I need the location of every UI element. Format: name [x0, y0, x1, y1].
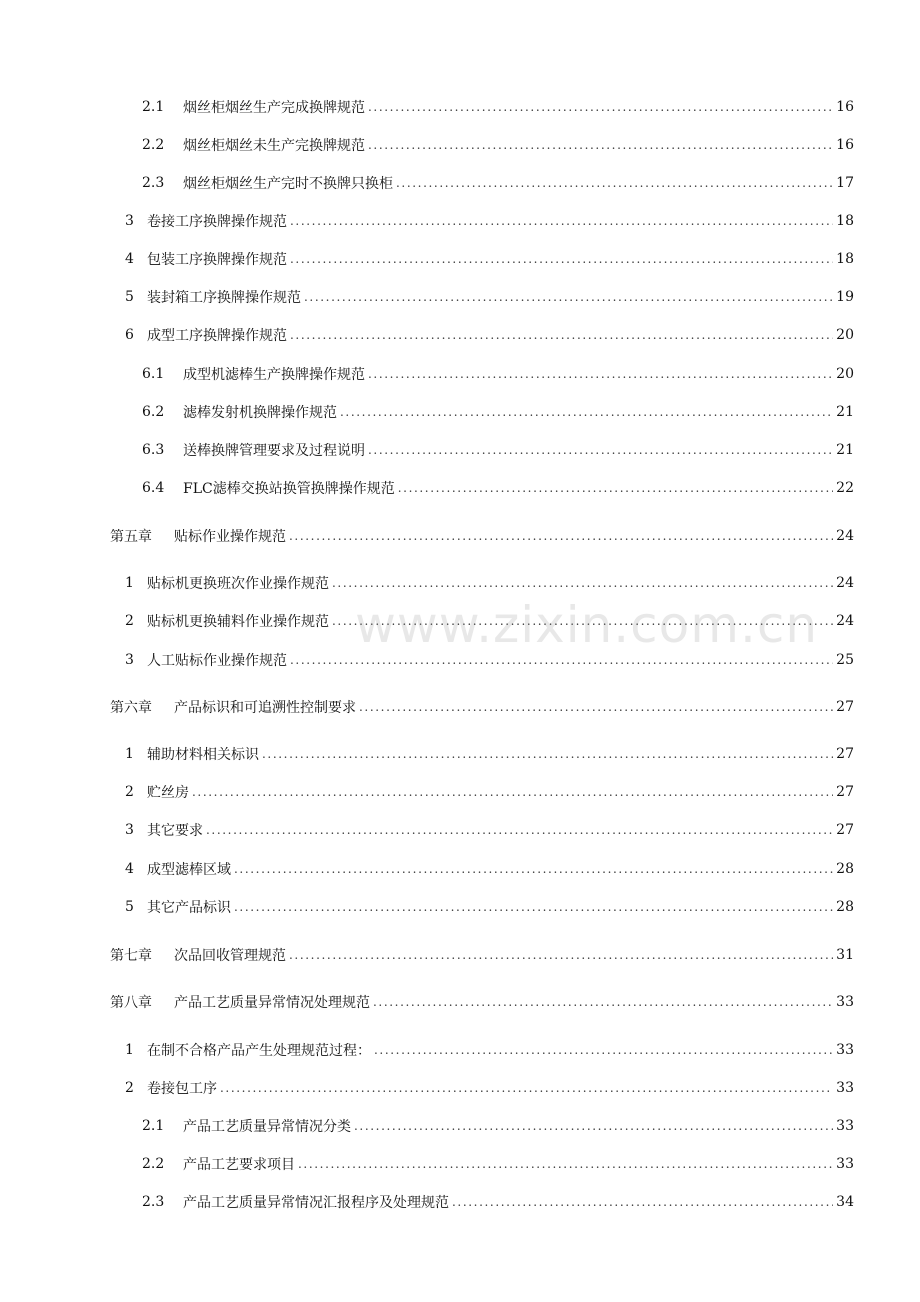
dot-leader — [262, 743, 833, 765]
dot-leader — [396, 172, 833, 194]
toc-number: 1 — [125, 575, 134, 591]
toc-entry[interactable] — [142, 477, 854, 499]
toc-title: 装封箱工序换牌操作规范 — [147, 290, 301, 306]
dot-leader — [220, 1077, 833, 1099]
toc-number: 2.2 — [142, 1156, 165, 1172]
toc-number: 2.3 — [142, 1194, 165, 1210]
toc-page-number: 24 — [836, 613, 854, 629]
toc-number: 6.1 — [142, 366, 165, 382]
toc-page-number: 16 — [836, 137, 854, 153]
toc-title: 其它产品标识 — [147, 900, 231, 916]
toc-entry[interactable] — [125, 896, 854, 918]
toc-number: 1 — [125, 746, 134, 762]
toc-title: 烟丝柜烟丝未生产完换牌规范 — [183, 138, 365, 154]
toc-title: 卷接包工序 — [147, 1081, 217, 1097]
toc-title: 贴标作业操作规范 — [174, 529, 286, 545]
toc-number: 6 — [125, 327, 134, 343]
toc-title: 烟丝柜烟丝生产完时不换牌只换柜 — [183, 176, 393, 192]
toc-number: 6.3 — [142, 442, 165, 458]
dot-leader — [332, 610, 833, 632]
toc-title: 其它要求 — [147, 823, 203, 839]
toc-entry[interactable] — [125, 858, 854, 880]
toc-number: 2.1 — [142, 99, 165, 115]
dot-leader — [298, 1153, 833, 1175]
dot-leader — [398, 477, 833, 499]
toc-chapter-number: 第五章 — [110, 529, 152, 545]
toc-page-number: 18 — [836, 251, 854, 267]
toc-entry[interactable] — [142, 1153, 854, 1175]
dot-leader — [332, 572, 833, 594]
dot-leader — [290, 210, 833, 232]
toc-number: 2 — [125, 1080, 134, 1096]
toc-number: 5 — [125, 289, 134, 305]
dot-leader — [290, 324, 833, 346]
toc-title: 产品工艺质量异常情况分类 — [183, 1119, 351, 1135]
dot-leader — [359, 696, 833, 718]
toc-title: 烟丝柜烟丝生产完成换牌规范 — [183, 100, 365, 116]
toc-entry[interactable] — [142, 134, 854, 156]
toc-entry[interactable] — [125, 649, 854, 671]
toc-entry[interactable] — [125, 1039, 854, 1061]
toc-entry[interactable] — [142, 401, 854, 423]
toc-title: 成型工序换牌操作规范 — [147, 328, 287, 344]
toc-entry[interactable] — [125, 286, 854, 308]
toc-chapter-number: 第七章 — [110, 948, 152, 964]
toc-number: 2 — [125, 613, 134, 629]
toc-number: 4 — [125, 861, 134, 877]
toc-page-number: 17 — [836, 175, 854, 191]
dot-leader — [374, 1039, 833, 1061]
dot-leader — [354, 1115, 833, 1137]
toc-page-number: 27 — [836, 822, 854, 838]
dot-leader — [368, 96, 833, 118]
toc-title: 贮丝房 — [147, 785, 189, 801]
dot-leader — [373, 991, 833, 1013]
toc-number: 3 — [125, 652, 134, 668]
toc-title: 产品工艺质量异常情况汇报程序及处理规范 — [183, 1195, 449, 1211]
toc-number: 2.1 — [142, 1118, 165, 1134]
toc-number: 6.2 — [142, 404, 165, 420]
toc-page-number: 27 — [836, 699, 854, 715]
toc-title: 包装工序换牌操作规范 — [147, 252, 287, 268]
dot-leader — [368, 439, 833, 461]
toc-page-number: 16 — [836, 99, 854, 115]
toc-title: 人工贴标作业操作规范 — [147, 653, 287, 669]
toc-entry[interactable] — [142, 363, 854, 385]
dot-leader — [368, 134, 833, 156]
toc-chapter-entry[interactable] — [110, 944, 854, 966]
dot-leader — [290, 649, 833, 671]
toc-entry[interactable] — [125, 1077, 854, 1099]
toc-title: 在制不合格产品产生处理规范过程： — [147, 1043, 371, 1059]
toc-page-number: 33 — [836, 1042, 854, 1058]
dot-leader — [234, 858, 833, 880]
toc-number: 4 — [125, 251, 134, 267]
toc-number: 1 — [125, 1042, 134, 1058]
toc-title: 产品标识和可追溯性控制要求 — [174, 700, 356, 716]
toc-title: 产品工艺质量异常情况处理规范 — [174, 995, 370, 1011]
toc-page-number: 31 — [836, 947, 854, 963]
toc-page-number: 19 — [836, 289, 854, 305]
toc-page-number: 28 — [836, 899, 854, 915]
toc-page-number: 21 — [836, 442, 854, 458]
toc-title: 成型机滤棒生产换牌操作规范 — [183, 367, 365, 383]
toc-page-number: 25 — [836, 652, 854, 668]
toc-entry[interactable] — [125, 819, 854, 841]
toc-title: 产品工艺要求项目 — [183, 1157, 295, 1173]
toc-entry[interactable] — [125, 610, 854, 632]
dot-leader — [340, 401, 833, 423]
toc-page-number: 24 — [836, 528, 854, 544]
toc-title: 滤棒发射机换牌操作规范 — [183, 405, 337, 421]
toc-title: 贴标机更换辅料作业操作规范 — [147, 614, 329, 630]
toc-page-number: 18 — [836, 213, 854, 229]
dot-leader — [290, 248, 833, 270]
toc-title: 次品回收管理规范 — [174, 948, 286, 964]
toc-title: 贴标机更换班次作业操作规范 — [147, 576, 329, 592]
dot-leader — [368, 363, 833, 385]
dot-leader — [206, 819, 833, 841]
toc-title: FLC滤棒交换站换管换牌操作规范 — [183, 481, 395, 497]
watermark: www.zixin.com.cn — [355, 596, 819, 654]
toc-page-number: 20 — [836, 327, 854, 343]
toc-number: 3 — [125, 213, 134, 229]
dot-leader — [192, 781, 833, 803]
toc-entry[interactable] — [125, 248, 854, 270]
toc-title: 成型滤棒区域 — [147, 862, 231, 878]
toc-number: 2.2 — [142, 137, 165, 153]
toc-entry[interactable] — [125, 324, 854, 346]
toc-page-number: 33 — [836, 1156, 854, 1172]
toc-title: 辅助材料相关标识 — [147, 747, 259, 763]
dot-leader — [289, 944, 833, 966]
toc-number: 3 — [125, 822, 134, 838]
toc-page-number: 22 — [836, 480, 854, 496]
toc-page-number: 24 — [836, 575, 854, 591]
toc-entry[interactable] — [142, 96, 854, 118]
toc-entry[interactable] — [142, 172, 854, 194]
toc-entry[interactable] — [125, 572, 854, 594]
toc-number: 5 — [125, 899, 134, 915]
toc-page-number: 27 — [836, 746, 854, 762]
toc-entry[interactable] — [125, 743, 854, 765]
toc-number: 6.4 — [142, 480, 165, 496]
toc-page-number: 33 — [836, 1080, 854, 1096]
toc-number: 2.3 — [142, 175, 165, 191]
toc-entry[interactable] — [125, 210, 854, 232]
toc-page-number: 27 — [836, 784, 854, 800]
dot-leader — [289, 525, 833, 547]
toc-title: 送棒换牌管理要求及过程说明 — [183, 443, 365, 459]
toc-page-number: 33 — [836, 994, 854, 1010]
toc-page-number: 33 — [836, 1118, 854, 1134]
toc-number: 2 — [125, 784, 134, 800]
toc-chapter-entry[interactable] — [110, 525, 854, 547]
toc-entry[interactable] — [142, 1115, 854, 1137]
toc-chapter-entry[interactable] — [110, 991, 854, 1013]
dot-leader — [452, 1191, 833, 1213]
toc-page-number: 34 — [836, 1194, 854, 1210]
toc-page-number: 28 — [836, 861, 854, 877]
toc-page-number: 21 — [836, 404, 854, 420]
toc-page-number: 20 — [836, 366, 854, 382]
toc-chapter-entry[interactable] — [110, 696, 854, 718]
toc-entry[interactable] — [142, 1191, 854, 1213]
toc-entry[interactable] — [125, 781, 854, 803]
toc-chapter-number: 第八章 — [110, 995, 152, 1011]
toc-chapter-number: 第六章 — [110, 700, 152, 716]
toc-title: 卷接工序换牌操作规范 — [147, 214, 287, 230]
toc-entry[interactable] — [142, 439, 854, 461]
dot-leader — [234, 896, 833, 918]
dot-leader — [304, 286, 833, 308]
